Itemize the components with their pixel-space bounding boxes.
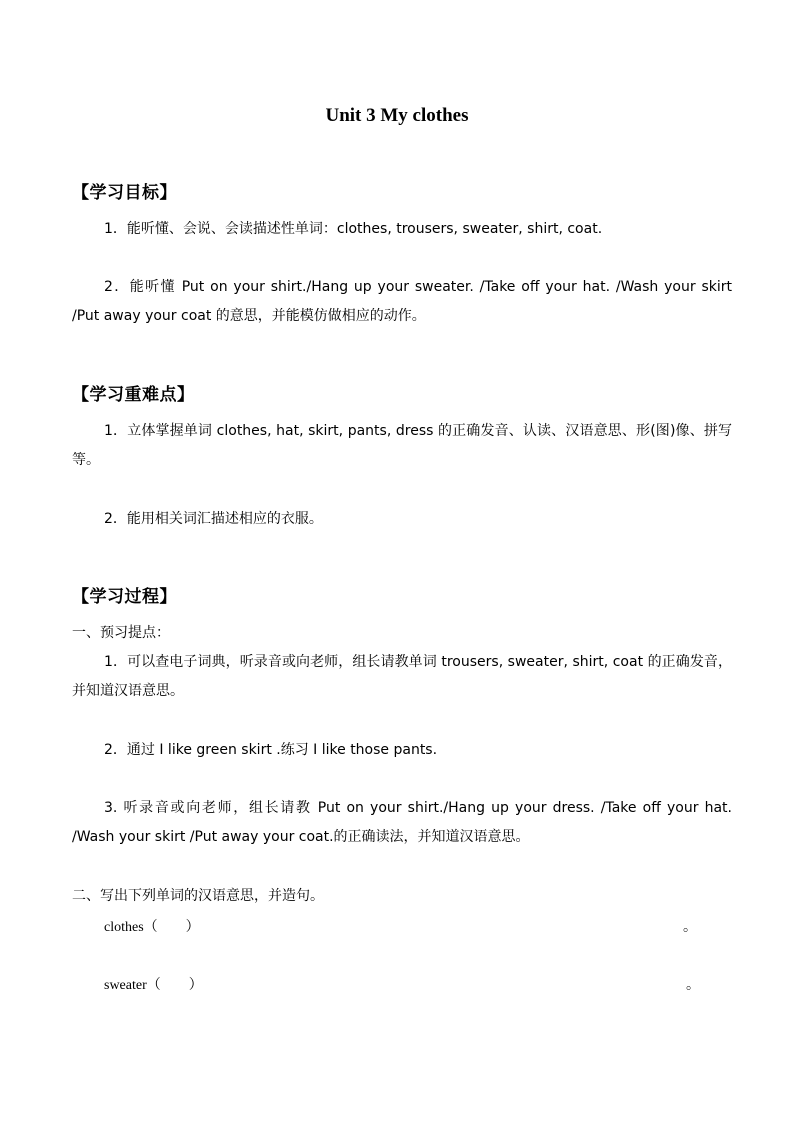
- heading-learning-goals: 【学习目标】: [72, 183, 177, 203]
- goal-item-1: 1．能听懂、会说、会读描述性单词：clothes, trousers, sweater, shirt, coat.: [104, 221, 603, 237]
- fill-row-clothes: [104, 918, 200, 938]
- fill-row-sweater: [104, 976, 203, 996]
- fill-word-label: sweater（ ）: [104, 978, 203, 993]
- part1-item-2: 2．通过 I like green skirt .练习 I like those pants.: [104, 742, 438, 758]
- part2-title: 二、写出下列单词的汉语意思，并造句。: [72, 888, 324, 904]
- fill-row-end-mark: 。: [686, 978, 700, 993]
- part1-item-3: 3. 听录音或向老师，组长请教 Put on your shirt./Hang up your dress. /Take off your hat. /Wash your skirt /Put away your coat.的正确读法，并知道汉语意思。: [72, 800, 732, 845]
- heading-learning-process: 【学习过程】: [72, 587, 177, 607]
- part1-item-1: 1．可以查电子词典，听录音或向老师，组长请教单词 trousers, sweater, shirt, coat 的正确发音，并知道汉语意思。: [72, 654, 732, 699]
- fill-row-end-mark: 。: [683, 920, 697, 935]
- fill-word-label: clothes（ ）: [104, 920, 200, 935]
- goal-item-2: 2．能听懂 Put on your shirt./Hang up your sweater. /Take off your hat. /Wash your skirt /Put away your coat 的意思，并能模仿做相应的动作。: [72, 279, 732, 324]
- key-point-item-2: 2．能用相关词汇描述相应的衣服。: [104, 511, 323, 527]
- heading-key-points: 【学习重难点】: [72, 385, 195, 405]
- page-title: Unit 3 My clothes: [325, 105, 469, 126]
- part1-title: 一、预习提点：: [72, 625, 170, 641]
- key-point-item-1: 1．立体掌握单词 clothes, hat, skirt, pants, dress 的正确发音、认读、汉语意思、形(图)像、拼写等。: [72, 423, 732, 468]
